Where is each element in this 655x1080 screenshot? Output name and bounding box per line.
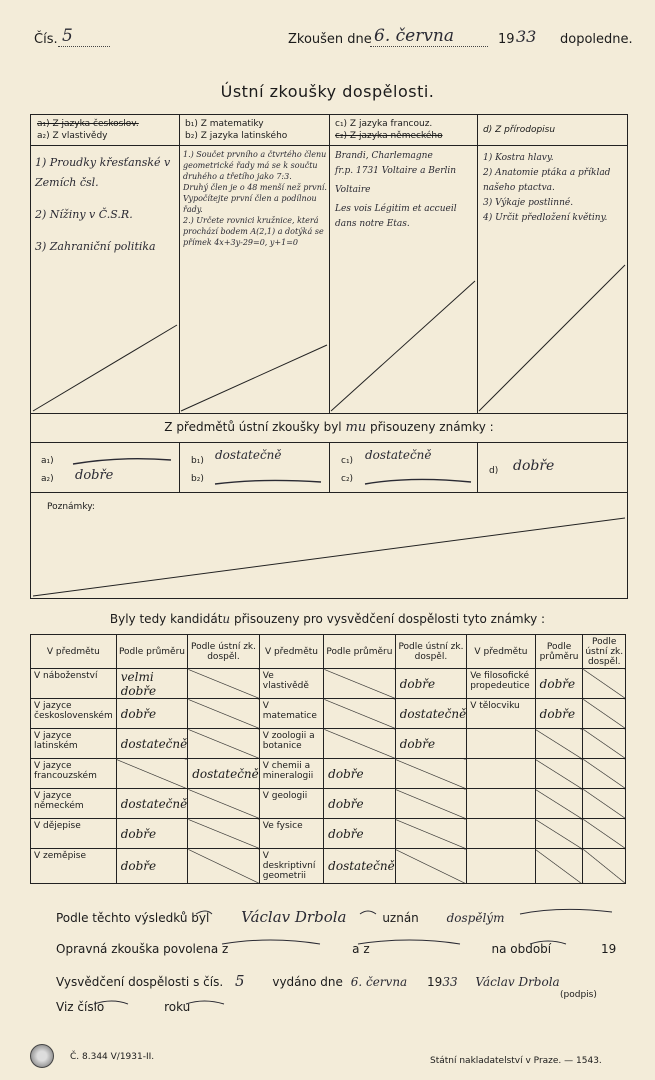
avg-cell: dobře (324, 789, 396, 819)
avg-cell (324, 729, 396, 759)
subject-cell: V jazyce československém (31, 699, 117, 729)
cis-label: Čís. (34, 32, 58, 47)
final-row (31, 669, 626, 699)
header-oral-3: Podle ústní zk. dospěl. (583, 635, 626, 669)
time-value: dopoledne. (560, 32, 633, 47)
avg-cell: dostatečně (324, 849, 396, 884)
col3-head-b: c₂) Z jazyka německého (335, 131, 443, 141)
col2-notes: 1.) Součet prvního a čtvrtého členu geometrické řady má se k součtu druhého a třetího jako 7:3. Druhý člen je o 48 menší než první. Vypočítejte první člen a podílnou řady. 2.) Určete rovnici kružnice, která prochází bodem A(2,1) a dotýká se přímek 4x+3y-29=0, y+1=0 (183, 150, 327, 247)
oral-cell: dostatečně (395, 699, 467, 729)
oral-cell (583, 789, 626, 819)
avg-cell: dobře (324, 759, 396, 789)
subject-cell (467, 819, 535, 849)
oral-cell: dobře (395, 729, 467, 759)
avg-cell (535, 759, 583, 789)
final-heading: Byly tedy kandidátu přisouzeny pro vysvědčení dospělosti tyto známky : (109, 612, 546, 626)
grade-a2-label: a₂) (41, 474, 54, 484)
col1-notes: 1) Proudky křesťanské v Zemích čsl. 2) Nížiny v Č.S.R. 3) Zahraniční politika (35, 156, 171, 253)
subject-cell: V deskriptivní geometrii (259, 849, 323, 884)
subject-cell: V zoologii a botanice (259, 729, 323, 759)
subject-cell: Ve fysice (259, 819, 323, 849)
oral-cell (395, 789, 467, 819)
grade-a2-value: dobře (75, 468, 114, 483)
final-row (31, 759, 626, 789)
header-oral-2: Podle ústní zk. dospěl. (395, 635, 467, 669)
oral-cell: dobře (395, 669, 467, 699)
subject-cell: V geologii (259, 789, 323, 819)
oral-cell (188, 849, 260, 884)
subject-cell: V chemii a mineralogii (259, 759, 323, 789)
header-subject-1: V předmětu (31, 635, 117, 669)
avg-cell: dobře (324, 819, 396, 849)
footer-squiggles (0, 900, 655, 1020)
grades-heading: Z předmětů ústní zkoušky byl mu přisouzeny známky : (164, 420, 494, 435)
grade-b1-value: dostatečně (215, 448, 282, 462)
subject-cell (467, 759, 535, 789)
cis-dots (58, 46, 110, 47)
oral-cell (188, 819, 260, 849)
col3-head-a: c₁) Z jazyka francouz. (335, 119, 433, 129)
grade-b1-label: b₁) (191, 456, 204, 466)
avg-cell (535, 789, 583, 819)
year-value: 33 (516, 27, 537, 46)
oral-cell (395, 759, 467, 789)
date-dots (370, 46, 488, 47)
podpis-label: (podpis) (560, 990, 597, 1000)
subject-cell: V dějepise (31, 819, 117, 849)
oral-cell (395, 849, 467, 884)
oral-cell (188, 729, 260, 759)
zkousen-label: Zkoušen dne (288, 32, 372, 47)
certificate-line: Vysvědčení dospělosti s čís. 5 vydáno dne 6. června 1933 Václav Drbola (56, 972, 560, 990)
final-row (31, 789, 626, 819)
final-row (31, 849, 626, 884)
avg-cell: dobře (116, 699, 188, 729)
final-row (31, 729, 626, 759)
oral-cell (583, 819, 626, 849)
repair-line: Opravná zkouška povolena z a z na období 19 (56, 942, 617, 956)
avg-cell: dobře (116, 819, 188, 849)
cis-value: 5 (62, 26, 73, 46)
avg-cell: dobře (116, 849, 188, 884)
grades-box (30, 412, 628, 599)
col4-notes: 1) Kostra hlavy. 2) Anatomie ptáka a příklad našeho ptactva. 3) Výkaje postlinné. 4) Určit předložení květiny. (483, 153, 611, 223)
grade-c2-label: c₂) (341, 474, 354, 484)
subject-cell: V tělocviku (467, 699, 535, 729)
exam-grid (30, 114, 628, 414)
avg-cell (324, 669, 396, 699)
oral-cell (188, 669, 260, 699)
header-avg-3: Podle průměru (535, 635, 583, 669)
oral-cell (583, 759, 626, 789)
oral-cell (188, 699, 260, 729)
header-avg-2: Podle průměru (324, 635, 396, 669)
subject-cell: V zeměpise (31, 849, 117, 884)
avg-cell (535, 729, 583, 759)
avg-cell: dostatečně (116, 729, 188, 759)
oral-cell (188, 789, 260, 819)
year-prefix: 19 (498, 32, 515, 47)
publisher-text: Státní nakladatelství v Praze. — 1543. (430, 1056, 602, 1066)
header-oral-1: Podle ústní zk. dospěl. (188, 635, 260, 669)
oral-cell (583, 849, 626, 884)
subject-cell: V matematice (259, 699, 323, 729)
subject-cell (467, 849, 535, 884)
avg-cell: dobře (535, 669, 583, 699)
header-subject-2: V předmětu (259, 635, 323, 669)
date-value: 6. června (374, 26, 455, 46)
grade-c1-value: dostatečně (365, 448, 432, 462)
final-row (31, 819, 626, 849)
final-grades-table (30, 634, 626, 884)
publisher-seal (30, 1044, 54, 1068)
grade-a1-label: a₁) (41, 456, 54, 466)
header-subject-3: V předmětu (467, 635, 535, 669)
avg-cell (324, 699, 396, 729)
result-line: Podle těchto výsledků byl Václav Drbola uznán dospělým (56, 908, 505, 926)
oral-cell: dostatečně (188, 759, 260, 789)
col1-head-b: a₂) Z vlastivědy (37, 131, 108, 141)
exam-grid-strikes (31, 115, 627, 413)
page-title: Ústní zkoušky dospělosti. (220, 82, 435, 101)
grade-d-label: d) (489, 466, 499, 476)
subject-cell (467, 729, 535, 759)
subject-cell: Ve vlastivědě (259, 669, 323, 699)
avg-cell: dostatečně (116, 789, 188, 819)
subject-cell: V náboženství (31, 669, 117, 699)
avg-cell: dobře (535, 699, 583, 729)
col3-notes: Brandi, Charlemagne fr.p. 1731 Voltaire a Berlin Voltaire Les vois Légitim et accueil dans notre Etas. (335, 151, 457, 229)
avg-cell: velmi dobře (116, 669, 188, 699)
final-row (31, 699, 626, 729)
col2-head-a: b₁) Z matematiky (185, 119, 264, 129)
header-avg-1: Podle průměru (116, 635, 188, 669)
viz-line: Viz číslo roku (56, 1000, 191, 1014)
subject-cell: Ve filosofické propedeutice (467, 669, 535, 699)
oral-cell (583, 729, 626, 759)
avg-cell (116, 759, 188, 789)
poznamky-label: Poznámky: (47, 502, 95, 512)
subject-cell (467, 789, 535, 819)
grades-strikes (31, 412, 627, 598)
avg-cell (535, 849, 583, 884)
subject-cell: V jazyce latinském (31, 729, 117, 759)
col1-head-a: a₁) Z jazyka českoslov. (37, 119, 139, 129)
grade-d-value: dobře (513, 458, 555, 474)
subject-cell: V jazyce francouzském (31, 759, 117, 789)
avg-cell (535, 819, 583, 849)
subject-cell: V jazyce německém (31, 789, 117, 819)
grade-b2-label: b₂) (191, 474, 204, 484)
grade-c1-label: c₁) (341, 456, 354, 466)
oral-cell (583, 669, 626, 699)
oral-cell (395, 819, 467, 849)
col4-head-b: d) Z přírodopisu (483, 125, 556, 135)
col2-head-b: b₂) Z jazyka latinského (185, 131, 288, 141)
print-code: Č. 8.344 V/1931-II. (70, 1052, 155, 1062)
oral-cell (583, 699, 626, 729)
